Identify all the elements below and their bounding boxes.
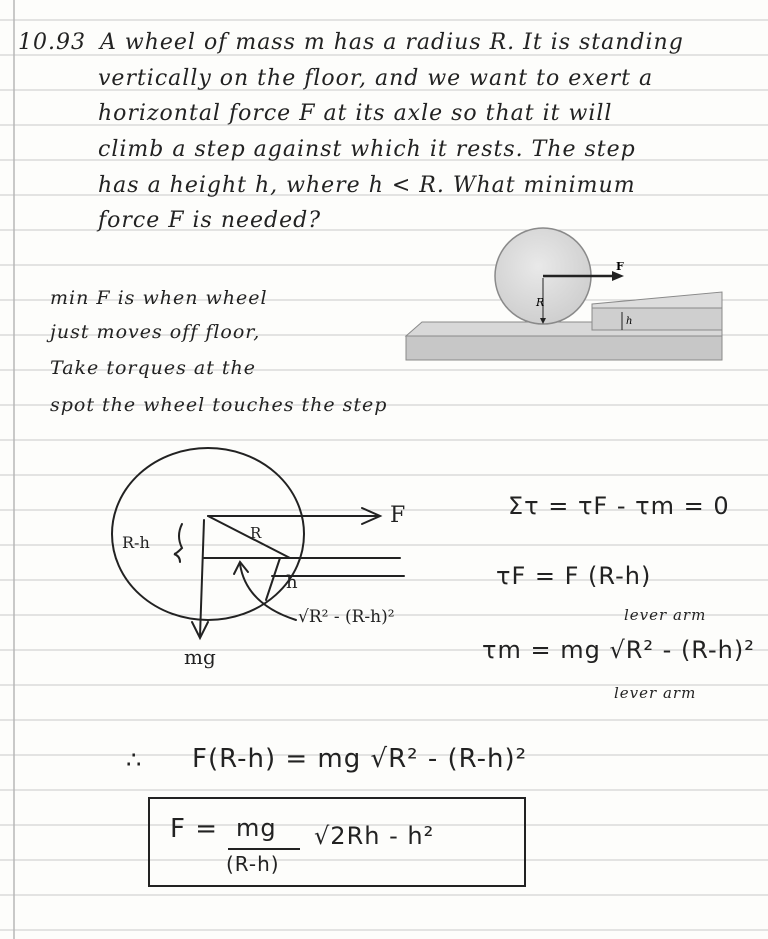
sketch-vertical-label: R-h <box>122 533 150 552</box>
sketch-radius-label: R <box>250 524 262 542</box>
problem-line-2: vertically on the floor, and we want to exert a <box>98 66 654 91</box>
figure-force-label: F <box>616 260 624 273</box>
equation-sum: Στ = τF - τm = 0 <box>508 492 730 520</box>
problem-line-4: climb a step against which it rests. The step <box>98 137 636 162</box>
equation-tau-f: τF = F (R-h) <box>496 562 652 590</box>
therefore-symbol: ∴ <box>126 746 143 774</box>
sketch-force-label: F <box>390 503 406 528</box>
problem-line-5: has a height h, where h < R. What minimum <box>98 173 636 198</box>
wheel-step-figure <box>400 226 730 366</box>
sketch-leverarm-label: √R² - (R-h)² <box>298 607 395 627</box>
figure-height-label: h <box>626 316 633 327</box>
answer-root: √2Rh - h² <box>314 822 435 850</box>
equation-tau-f-note: lever arm <box>624 606 707 624</box>
note-line-1: min F is when wheel <box>50 287 268 309</box>
sketch-weight-label: mg <box>184 645 216 669</box>
problem-number: 10.93 <box>18 30 86 55</box>
note-line-2: just moves off floor, <box>50 321 261 343</box>
answer-fraction-bar <box>228 848 300 850</box>
equation-tau-m: τm = mg √R² - (R-h)² <box>482 636 755 664</box>
figure-radius-label: R <box>536 296 545 309</box>
problem-line-6: force F is needed? <box>98 208 322 233</box>
torque-sketch <box>100 440 460 670</box>
sketch-height-label: h <box>286 572 298 593</box>
problem-line-3: horizontal force F at its axle so that it will <box>98 101 613 126</box>
equation-balance: F(R-h) = mg √R² - (R-h)² <box>192 744 528 774</box>
problem-line-1: A wheel of mass m has a radius R. It is standing <box>100 30 684 55</box>
answer-denominator: (R-h) <box>226 852 280 876</box>
equation-tau-m-note: lever arm <box>614 684 697 702</box>
answer-numerator: mg <box>236 814 277 842</box>
note-line-3: Take torques at the <box>50 357 257 379</box>
note-line-4: spot the wheel touches the step <box>50 394 388 416</box>
answer-lhs: F = <box>170 814 219 844</box>
